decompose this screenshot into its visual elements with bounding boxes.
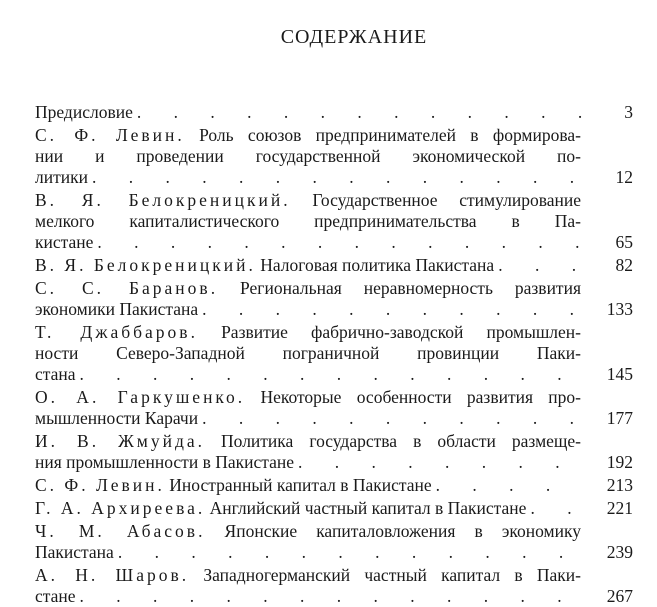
- page-number: 82: [615, 255, 633, 275]
- page-number: 12: [615, 167, 633, 187]
- page-number: 177: [606, 408, 633, 428]
- dot-leader: [118, 542, 583, 563]
- entry-title-line: Т. Джаббаров. Развитие фабрично-заводской промышлен-: [35, 322, 581, 342]
- toc-entry[interactable]: [35, 255, 633, 276]
- entry-title-last-line: ния промышленности в Пакистане: [35, 452, 295, 472]
- page-number: 213: [606, 475, 633, 495]
- toc-entry[interactable]: [35, 190, 633, 253]
- entry-title-last-line: литики: [35, 167, 88, 187]
- entry-author: Ч. М. Абасов.: [35, 521, 206, 541]
- entry-title-line: О. А. Гаркушенко. Некоторые особенности развития про-: [35, 387, 581, 407]
- entry-author: С. Ф. Левин.: [35, 125, 185, 145]
- entry-author: А. Н. Шаров.: [35, 565, 190, 585]
- entry-title-last-line: Пакистана: [35, 542, 114, 562]
- entry-title-last-line: стане: [35, 586, 76, 606]
- entry-title-last-line: экономики Пакистана: [35, 299, 199, 319]
- entry-author: С. Ф. Левин.: [35, 475, 165, 495]
- entry-title-last-line: мышленности Карачи: [35, 408, 199, 428]
- entry-title-line: И. В. Жмуйда. Политика государства в области размеще-: [35, 431, 581, 451]
- toc-entry[interactable]: [35, 387, 633, 429]
- dot-leader: [436, 475, 583, 496]
- entry-title-line: мелкого капиталистического предпринимательства в Па-: [35, 211, 581, 231]
- toc-entry[interactable]: [35, 565, 633, 607]
- entry-title-line: А. Н. Шаров. Западногерманский частный капитал в Паки-: [35, 565, 581, 585]
- page-number: 65: [615, 232, 633, 252]
- entry-title-line: С. Ф. Левин. Роль союзов предпринимателей в формирова-: [35, 125, 581, 145]
- dot-leader: [80, 586, 583, 607]
- entry-title-last-line: С. Ф. Левин. Иностранный капитал в Пакистане: [35, 475, 432, 495]
- page-number: 133: [606, 299, 633, 319]
- page-number: 145: [606, 364, 633, 384]
- page-number: 267: [606, 586, 633, 606]
- toc-entry[interactable]: [35, 521, 633, 563]
- dot-leader: [97, 232, 583, 253]
- entry-author: Г. А. Архиреева.: [35, 498, 206, 518]
- toc-entry[interactable]: [35, 102, 633, 123]
- page-title: СОДЕРЖАНИЕ: [280, 26, 428, 48]
- entry-author: В. Я. Белокреницкий.: [35, 255, 256, 275]
- entry-title-last-line: стана: [35, 364, 76, 384]
- entry-author: Т. Джаббаров.: [35, 322, 198, 342]
- dot-leader: [137, 102, 583, 123]
- entry-title-last-line: кистане: [35, 232, 94, 252]
- entry-title-line: С. С. Баранов. Региональная неравномерность развития: [35, 278, 581, 298]
- page-number: 192: [606, 452, 633, 472]
- toc-entry[interactable]: [35, 322, 633, 385]
- toc-entry[interactable]: [35, 475, 633, 496]
- dot-leader: [202, 408, 583, 429]
- entry-title-last-line: Г. А. Архиреева. Английский частный капитал в Пакистане: [35, 498, 527, 518]
- dot-leader: [92, 167, 583, 188]
- page-number: 3: [624, 102, 633, 122]
- entry-title-last-line: В. Я. Белокреницкий. Налоговая политика Пакистана: [35, 255, 495, 275]
- page-number: 239: [606, 542, 633, 562]
- dot-leader: [202, 299, 583, 320]
- entry-author: О. А. Гаркушенко.: [35, 387, 246, 407]
- entry-author: В. Я. Белокреницкий.: [35, 190, 291, 210]
- table-of-contents: [35, 102, 633, 607]
- dot-leader: [80, 364, 583, 385]
- entry-title-line: ности Северо-Западной пограничной провинции Паки-: [35, 343, 581, 363]
- entry-title-line: нии и проведении государственной экономической по-: [35, 146, 581, 166]
- toc-entry[interactable]: [35, 431, 633, 473]
- entry-title-line: В. Я. Белокреницкий. Государственное стимулирование: [35, 190, 581, 210]
- dot-leader: [298, 452, 583, 473]
- page-number: 221: [606, 498, 633, 518]
- toc-entry[interactable]: [35, 278, 633, 320]
- entry-author: С. С. Баранов.: [35, 278, 219, 298]
- entry-title-last-line: Предисловие: [35, 102, 133, 122]
- toc-entry[interactable]: [35, 125, 633, 188]
- dot-leader: [530, 498, 583, 519]
- entry-author: И. В. Жмуйда.: [35, 431, 206, 451]
- entry-title-line: Ч. М. Абасов. Японские капиталовложения в экономику: [35, 521, 581, 541]
- dot-leader: [498, 255, 583, 276]
- toc-entry[interactable]: [35, 498, 633, 519]
